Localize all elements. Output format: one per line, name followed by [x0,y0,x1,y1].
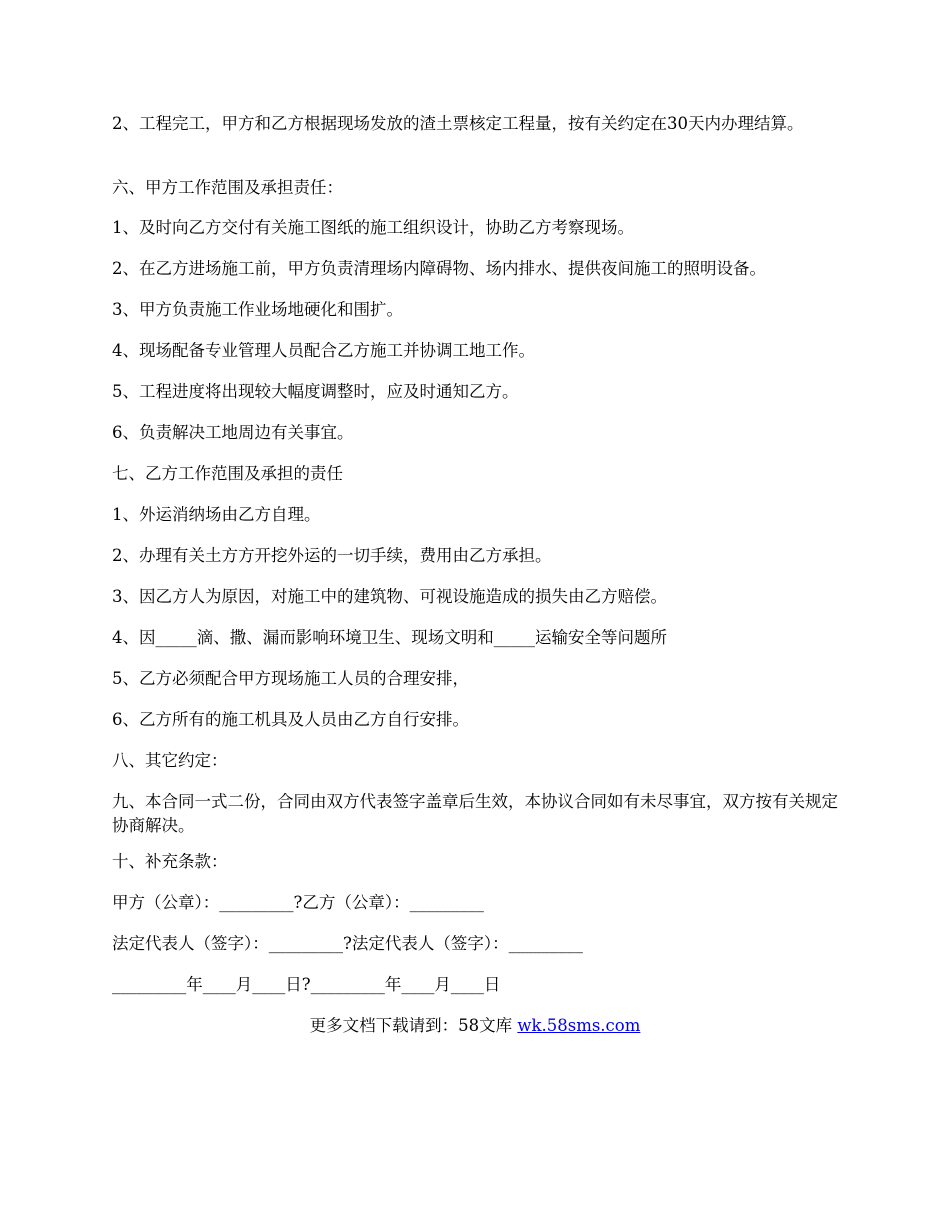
paragraph-b-item-6: 6、乙方所有的施工机具及人员由乙方自行安排。 [112,710,469,729]
signature-representative-line: 法定代表人（签字）：_________?法定代表人（签字）：_________ [112,934,583,953]
download-footer [0,1014,950,1038]
paragraph-a-item-1: 1、及时向乙方交付有关施工图纸的施工组织设计，协助乙方考察现场。 [112,218,634,237]
paragraph-b-item-5: 5、乙方必须配合甲方现场施工人员的合理安排， [112,669,469,688]
heading-supplementary: 十、补充条款： [112,852,228,871]
paragraph-a-item-5: 5、工程进度将出现较大幅度调整时，应及时通知乙方。 [112,382,519,401]
paragraph-b-item-3: 3、因乙方人为原因，对施工中的建筑物、可视设施造成的损失由乙方赔偿。 [112,587,667,606]
paragraph-a-item-6: 6、负责解决工地周边有关事宜。 [112,423,354,442]
paragraph-settlement: 2、工程完工，甲方和乙方根据现场发放的渣土票核定工程量，按有关约定在30天内办理结算。 [112,114,804,133]
paragraph-a-item-3: 3、甲方负责施工作业场地硬化和围扩。 [112,300,403,319]
heading-party-a-scope: 六、甲方工作范围及承担责任： [112,178,343,197]
heading-party-b-scope: 七、乙方工作范围及承担的责任 [112,464,343,483]
heading-other-terms: 八、其它约定： [112,751,228,770]
paragraph-copies: 九、本合同一式二份，合同由双方代表签字盖章后生效，本协议合同如有未尽事宜，双方按有关规定协商解决。 [112,792,838,835]
footer-link[interactable]: wk.58sms.com [517,1016,641,1035]
paragraph-a-item-2: 2、在乙方进场施工前，甲方负责清理场内障碍物、场内排水、提供夜间施工的照明设备。 [112,259,766,278]
paragraph-b-item-1: 1、外运消纳场由乙方自理。 [112,505,321,524]
paragraph-b-item-4: 4、因_____滴、撒、漏而影响环境卫生、现场文明和_____运输安全等问题所 [112,628,667,647]
footer-text: 更多文档下载请到：58文库 [309,1016,518,1035]
signature-seal-line: 甲方（公章）：_________?乙方（公章）：_________ [112,893,484,912]
paragraph-b-item-2: 2、办理有关土方方开挖外运的一切手续，费用由乙方承担。 [112,546,552,565]
signature-date-line: _________年____月____日?_________年____月____日 [112,975,501,994]
paragraph-a-item-4: 4、现场配备专业管理人员配合乙方施工并协调工地工作。 [112,341,535,360]
